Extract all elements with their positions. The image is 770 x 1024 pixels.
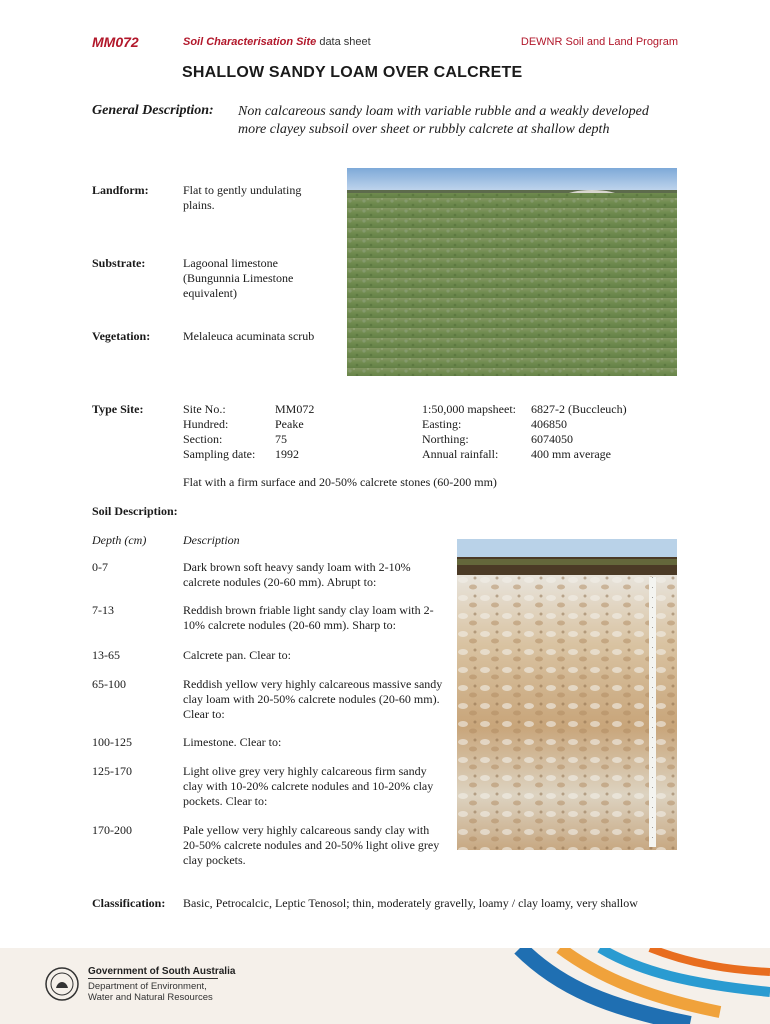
sheet-subtitle-rest: data sheet (316, 36, 371, 48)
vegetation-label: Vegetation: (92, 329, 151, 343)
program-name: DEWNR Soil and Land Program (520, 36, 678, 48)
hundred-label: Hundred: (183, 417, 229, 431)
horizon-depth: 100-125 (92, 735, 132, 749)
landform-label: Landform: (92, 183, 149, 197)
mapsheet-value: 6827-2 (Buccleuch) (531, 402, 627, 416)
general-description-label: General Description: (92, 103, 214, 118)
page-title: SHALLOW SANDY LOAM OVER CALCRETE (182, 64, 523, 81)
mapsheet-label: 1:50,000 mapsheet: (422, 402, 516, 416)
sampling-date-value: 1992 (275, 447, 299, 461)
horizon-depth: 170-200 (92, 823, 132, 837)
department-line-1: Department of Environment, (88, 981, 207, 992)
landscape-photo (347, 168, 677, 376)
northing-value: 6074050 (531, 432, 573, 446)
northing-label: Northing: (422, 432, 469, 446)
site-no-value: MM072 (275, 402, 315, 416)
classification-label: Classification: (92, 896, 166, 910)
type-site-right-values (531, 402, 627, 462)
substrate-label: Substrate: (92, 256, 146, 270)
government-logo-icon (44, 966, 80, 1002)
type-site-right-labels (422, 402, 516, 462)
footer-divider (88, 978, 218, 979)
type-site-left-labels (183, 402, 255, 462)
horizon-depth: 7-13 (92, 603, 114, 617)
horizon-desc: Limestone. Clear to: (183, 735, 282, 749)
type-site-left-values (275, 402, 314, 462)
horizon-depth: 125-170 (92, 764, 132, 778)
general-description-text: Non calcareous sandy loam with variable rubble and a weakly developed more clayey subsoil over sheet or rubbly calcrete at shallow depth (238, 104, 649, 137)
horizon-desc: Reddish yellow very highly calcareous massive sandy clay loam with 20-50% calcrete nodules (20-60 mm). Clear to: (183, 677, 443, 721)
horizon-depth: 65-100 (92, 677, 126, 691)
type-site-note: Flat with a firm surface and 20-50% calcrete stones (60-200 mm) (183, 475, 497, 489)
horizon-depth: 13-65 (92, 648, 120, 662)
government-name: Government of South Australia (88, 966, 236, 977)
soil-description-heading: Soil Description: (92, 504, 178, 518)
soil-profile-photo (457, 539, 677, 850)
landform-value: Flat to gently undulating plains. (183, 183, 302, 212)
vegetation-value: Melaleuca acuminata scrub (183, 329, 315, 343)
substrate-value: Lagoonal limestone (Bungunnia Limestone equivalent) (183, 256, 294, 300)
sampling-date-label: Sampling date: (183, 447, 256, 461)
horizon-desc: Calcrete pan. Clear to: (183, 648, 291, 662)
horizon-desc: Reddish brown friable light sandy clay loam with 2-10% calcrete nodules (20-60 mm). Sharp to: (183, 603, 434, 632)
horizon-depth: 0-7 (92, 560, 108, 574)
type-site-label: Type Site: (92, 402, 144, 416)
department-line-2: Water and Natural Resources (88, 992, 213, 1003)
horizon-desc: Pale yellow very highly calcareous sandy clay with 20-50% calcrete nodules and 20-50% light olive grey clay pockets. (183, 823, 440, 867)
classification-value: Basic, Petrocalcic, Leptic Tenosol; thin, moderately gravelly, loamy / clay loamy, very shallow (183, 896, 638, 910)
rainfall-value: 400 mm average (531, 447, 611, 461)
depth-header: Depth (cm) (92, 533, 147, 547)
description-header: Description (183, 533, 240, 547)
department-name (88, 981, 213, 1003)
hundred-value: Peake (275, 417, 304, 431)
section-label: Section: (183, 432, 223, 446)
horizon-desc: Light olive grey very highly calcareous firm sandy clay with 10-20% calcrete nodules and 10-20% clay pockets. Clear to: (183, 764, 434, 808)
site-code: MM072 (92, 34, 139, 50)
section-value: 75 (275, 432, 287, 446)
easting-value: 406850 (531, 417, 567, 431)
sheet-subtitle (183, 36, 371, 48)
horizon-desc: Dark brown soft heavy sandy loam with 2-10% calcrete nodules (20-60 mm). Abrupt to: (183, 560, 411, 589)
sheet-subtitle-bold: Soil Characterisation Site (183, 36, 317, 48)
easting-label: Easting: (422, 417, 462, 431)
site-no-label: Site No.: (183, 402, 226, 416)
rainfall-label: Annual rainfall: (422, 447, 499, 461)
